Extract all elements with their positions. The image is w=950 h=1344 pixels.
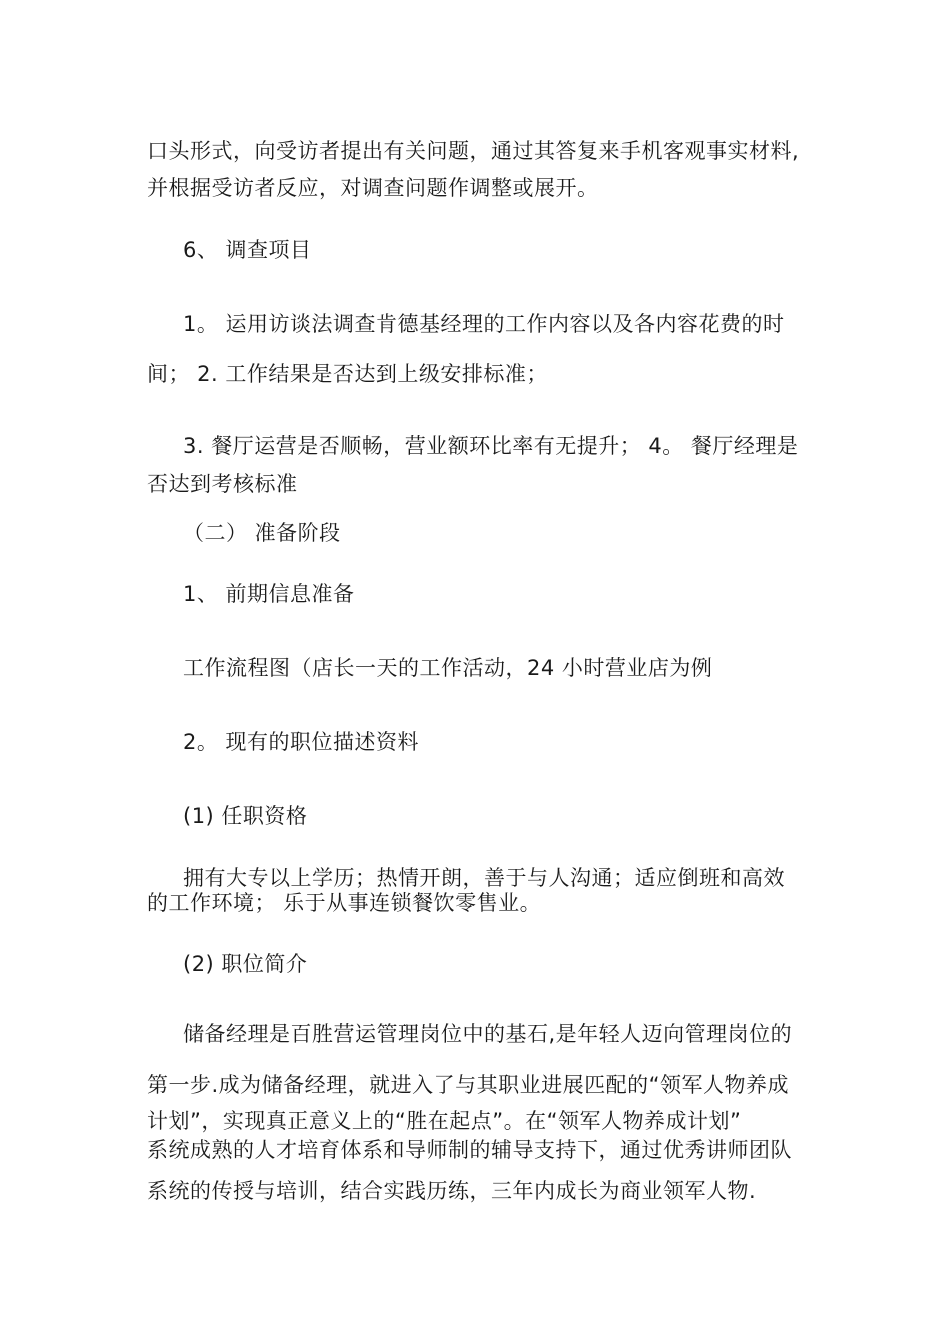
paragraph-line: 系统的传授与培训，结合实践历练，三年内成长为商业领军人物. bbox=[147, 1179, 757, 1203]
section-heading: 6、 调查项目 bbox=[183, 238, 312, 262]
paragraph-line: 工作流程图（店长一天的工作活动，24 小时营业店为例 bbox=[183, 656, 713, 680]
paragraph-line: 计划”，实现真正意义上的“胜在起点”。在“领军人物养成计划” bbox=[147, 1109, 742, 1133]
paragraph-line: 否达到考核标准 bbox=[147, 472, 298, 496]
paragraph-line: 第一步.成为储备经理，就进入了与其职业进展匹配的“领军人物养成 bbox=[147, 1073, 790, 1097]
paragraph-line: 系统成熟的人才培育体系和导师制的辅导支持下，通过优秀讲师团队 bbox=[147, 1138, 792, 1162]
section-heading: 2。 现有的职位描述资料 bbox=[183, 730, 420, 754]
paragraph-line: 并根据受访者反应，对调查问题作调整或展开。 bbox=[147, 176, 599, 200]
paragraph-line: 储备经理是百胜营运管理岗位中的基石,是年轻人迈向管理岗位的 bbox=[183, 1022, 793, 1046]
section-heading: (1) 任职资格 bbox=[183, 804, 308, 828]
paragraph-line: 间； 2. 工作结果是否达到上级安排标准； bbox=[147, 362, 548, 386]
section-heading: 1、 前期信息准备 bbox=[183, 582, 355, 606]
paragraph-line: 口头形式，向受访者提出有关问题，通过其答复来手机客观事实材料, bbox=[147, 139, 800, 163]
paragraph-line: 3. 餐厅运营是否顺畅，营业额环比率有无提升； 4。 餐厅经理是 bbox=[183, 434, 799, 458]
paragraph-line: 的工作环境； 乐于从事连锁餐饮零售业。 bbox=[147, 891, 542, 915]
section-heading: （二） 准备阶段 bbox=[183, 521, 341, 545]
section-heading: (2) 职位简介 bbox=[183, 952, 308, 976]
paragraph-line: 拥有大专以上学历；热情开朗，善于与人沟通；适应倒班和高效 bbox=[183, 866, 785, 890]
paragraph-line: 1。 运用访谈法调查肯德基经理的工作内容以及各内容花费的时 bbox=[183, 312, 785, 336]
